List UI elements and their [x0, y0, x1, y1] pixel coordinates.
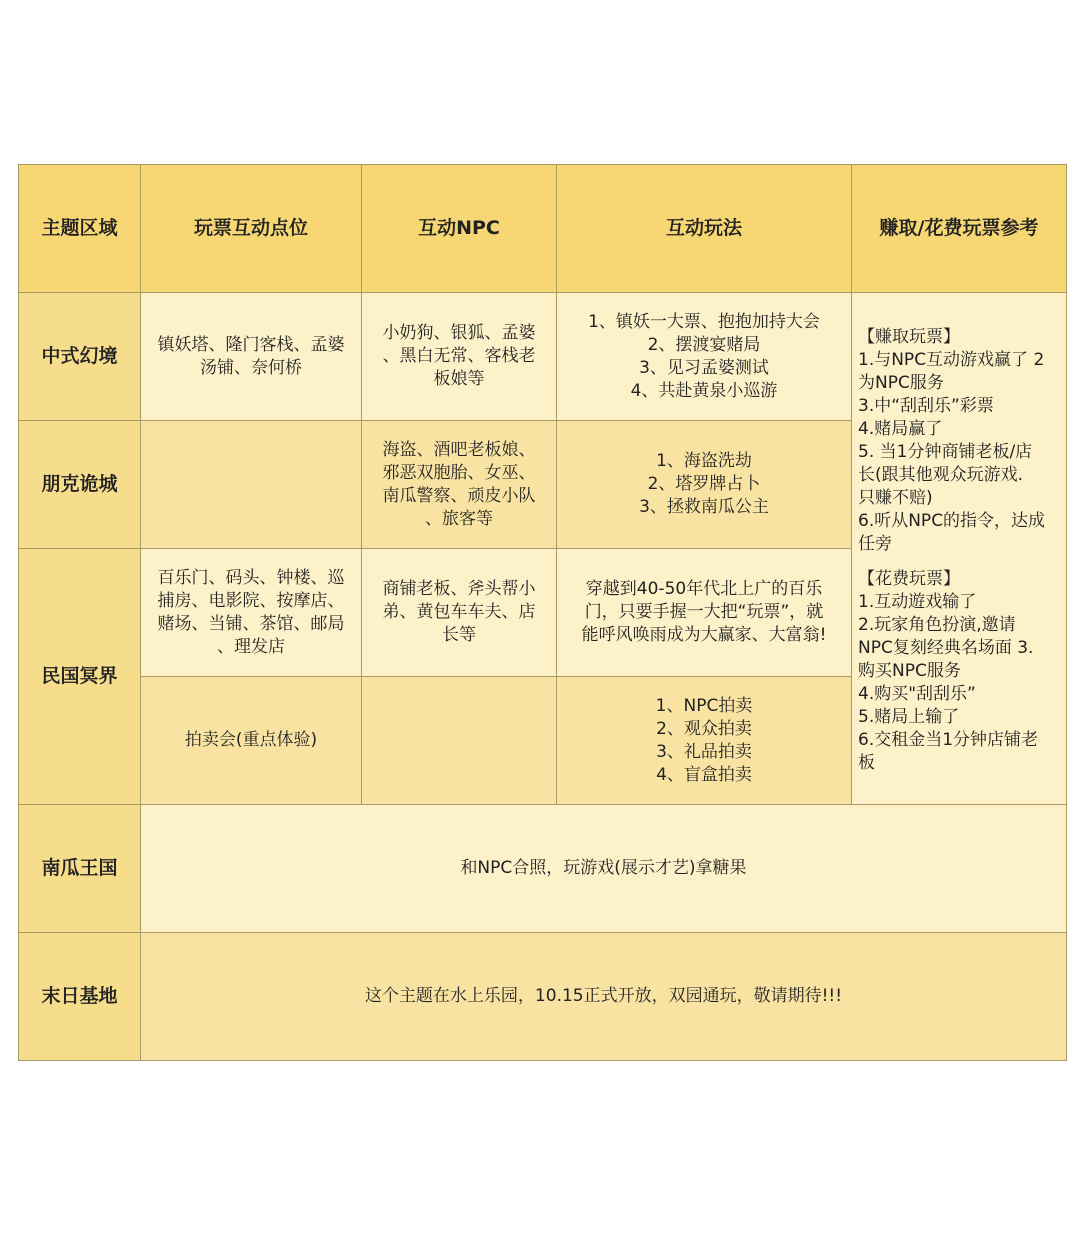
npc-line: 南瓜警察、顽皮小队	[382, 485, 536, 506]
row-pumpkin	[19, 805, 1067, 933]
spend-line: NPC复刻经典名场面 3.	[858, 638, 1034, 658]
npc-line: 、旅客等	[425, 508, 493, 529]
header-play: 互动玩法	[557, 165, 852, 293]
npc-line: 板娘等	[433, 369, 485, 389]
row-doomsday	[19, 933, 1067, 1061]
header-reference: 赚取/花费玩票参考	[852, 165, 1067, 293]
earn-line: 6.听从NPC的指令，达成	[858, 511, 1046, 531]
npc-line: 长等	[442, 625, 476, 645]
points-line: 汤铺、奈何桥	[200, 357, 302, 378]
earn-line: 为NPC服务	[858, 373, 944, 393]
region-punk: 朋克诡城	[19, 421, 141, 549]
points-line: 百乐门、码头、钟楼、巡	[157, 567, 345, 588]
points-auction	[141, 677, 362, 805]
region-doomsday: 末日基地	[19, 933, 141, 1061]
region-minguo: 民国冥界	[19, 549, 141, 805]
section-gap	[858, 556, 1060, 568]
points-line: 拍卖会(重点体验)	[184, 730, 318, 750]
earn-line: 只赚不赔)	[858, 488, 933, 508]
play-line: 4、盲盒拍卖	[656, 764, 752, 785]
spend-line: 1.互动遊戏输了	[858, 592, 977, 612]
play-line: 1、海盗洗劫	[656, 451, 752, 471]
npc-line: 、黑白无常、客栈老	[382, 346, 536, 366]
play-chinese	[557, 293, 852, 421]
points-line: 捕房、电影院、按摩店、	[157, 590, 345, 611]
spend-line: 板	[858, 753, 875, 773]
points-line: 、理发店	[217, 636, 285, 657]
play-line: 3、拯救南瓜公主	[639, 497, 769, 517]
play-minguo	[557, 549, 852, 677]
play-line: 1、镇妖一大票、抱抱加持大会	[588, 311, 820, 332]
points-chinese	[141, 293, 362, 421]
points-line: 赌场、当铺、茶馆、邮局	[157, 613, 345, 634]
earn-line: 任旁	[858, 534, 892, 554]
earn-line: 3.中“刮刮乐”彩票	[858, 396, 994, 416]
region-chinese: 中式幻境	[19, 293, 141, 421]
play-line: 2、摆渡宴赌局	[647, 334, 761, 355]
play-line: 门，只要手握一大把“玩票”，就	[584, 602, 824, 622]
earn-line: 1.与NPC互动游戏赢了 2	[858, 350, 1045, 370]
earn-line: 5. 当1分钟商铺老板/店	[858, 442, 1033, 462]
merged-doomsday: 这个主题在水上乐园，10.15正式开放，双园通玩，敬请期待!!!	[141, 933, 1067, 1061]
header-points: 玩票互动点位	[141, 165, 362, 293]
merged-pumpkin: 和NPC合照，玩游戏(展示才艺)拿糖果	[141, 805, 1067, 933]
play-line: 能呼风唤雨成为大赢家、大富翁!	[581, 625, 827, 645]
play-punk	[557, 421, 852, 549]
npc-punk	[362, 421, 557, 549]
region-pumpkin: 南瓜王国	[19, 805, 141, 933]
header-npc: 互动NPC	[362, 165, 557, 293]
row-chinese	[19, 293, 1067, 421]
spend-line: 2.玩家角色扮演,邀请	[858, 615, 1016, 635]
npc-line: 海盗、酒吧老板娘、	[382, 439, 536, 460]
play-line: 穿越到40-50年代北上广的百乐	[585, 579, 823, 599]
npc-chinese	[362, 293, 557, 421]
npc-line: 弟、黄包车车夫、店	[382, 602, 536, 622]
npc-line: 邪恶双胞胎、女巫、	[382, 462, 536, 483]
play-auction	[557, 677, 852, 805]
spend-line: 购买NPC服务	[858, 661, 961, 681]
points-punk	[141, 421, 362, 549]
spend-line: 6.交租金当1分钟店铺老	[858, 730, 1039, 750]
npc-line: 小奶狗、银狐、孟婆	[382, 323, 536, 343]
earn-line: 4.赌局赢了	[858, 419, 943, 439]
ticket-table	[18, 164, 1067, 1061]
earn-title: 【赚取玩票】	[858, 327, 960, 347]
header-region: 主题区域	[19, 165, 141, 293]
spend-line: 5.赌局上输了	[858, 707, 960, 727]
reference-cell	[852, 293, 1067, 805]
npc-minguo	[362, 549, 557, 677]
spend-title: 【花费玩票】	[858, 569, 960, 589]
play-line: 3、礼品拍卖	[656, 741, 752, 762]
play-line: 2、塔罗牌占卜	[647, 474, 761, 494]
header-row	[19, 165, 1067, 293]
points-minguo	[141, 549, 362, 677]
play-line: 3、见习孟婆测试	[639, 357, 769, 378]
play-line: 1、NPC拍卖	[655, 695, 753, 716]
play-line: 2、观众拍卖	[656, 718, 752, 739]
play-line: 4、共赴黄泉小巡游	[630, 380, 778, 401]
spend-line: 4.购买"刮刮乐”	[858, 684, 976, 704]
npc-auction	[362, 677, 557, 805]
npc-line: 商铺老板、斧头帮小	[382, 579, 536, 599]
points-line: 镇妖塔、隆门客栈、孟婆	[157, 334, 345, 355]
earn-line: 长(跟其他观众玩游戏.	[858, 465, 1024, 485]
